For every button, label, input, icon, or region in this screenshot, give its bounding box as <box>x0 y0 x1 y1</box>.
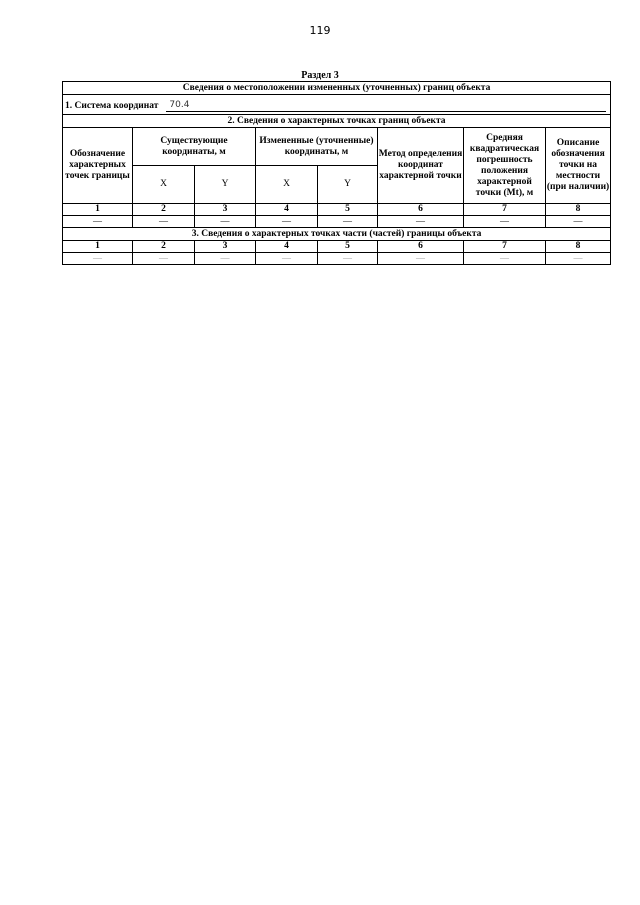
part3-column-numbers <box>63 241 611 253</box>
section-title: Раздел 3 <box>301 70 339 81</box>
header-accuracy: Средняя квадратическая погрешность положения характерной точки (Mt), м <box>464 128 546 204</box>
coord-system-label: 1. Система координат <box>65 100 159 111</box>
header-changed-x: X <box>256 166 318 204</box>
column-number: 8 <box>546 204 611 216</box>
column-number: 5 <box>318 241 378 253</box>
table-heading: Сведения о местоположении измененных (уточненных) границ объекта <box>63 82 611 95</box>
header-changed-coords: Измененные (уточненные) координаты, м <box>256 128 378 166</box>
header-designation: Обозначение характерных точек границы <box>63 128 133 204</box>
column-number: 6 <box>378 241 464 253</box>
table-cell: — <box>378 253 464 265</box>
header-description: Описание обозначения точки на местности (при наличии) <box>546 128 611 204</box>
header-existing-y: Y <box>195 166 256 204</box>
table-row <box>63 216 611 228</box>
table-cell: — <box>133 253 195 265</box>
column-number: 6 <box>378 204 464 216</box>
page-number: 119 <box>309 24 331 37</box>
part3-title: 3. Сведения о характерных точках части (частей) границы объекта <box>63 228 611 241</box>
table-cell: — <box>256 253 318 265</box>
table-cell: — <box>133 216 195 228</box>
coord-system-row <box>63 95 611 115</box>
table-cell: — <box>195 216 256 228</box>
table-cell: — <box>195 253 256 265</box>
column-number: 1 <box>63 241 133 253</box>
table-cell: — <box>256 216 318 228</box>
column-number: 8 <box>546 241 611 253</box>
part2-column-numbers <box>63 204 611 216</box>
column-number: 3 <box>195 204 256 216</box>
table-cell: — <box>63 253 133 265</box>
header-existing-x: X <box>133 166 195 204</box>
coord-system-value: 70.4 <box>166 99 606 112</box>
column-number: 1 <box>63 204 133 216</box>
table-row <box>63 253 611 265</box>
column-number: 2 <box>133 204 195 216</box>
column-number: 2 <box>133 241 195 253</box>
column-number: 5 <box>318 204 378 216</box>
column-number: 7 <box>464 204 546 216</box>
table-cell: — <box>464 216 546 228</box>
header-changed-y: Y <box>318 166 378 204</box>
table-cell: — <box>464 253 546 265</box>
boundary-points-table <box>62 81 611 265</box>
table-cell: — <box>546 253 611 265</box>
header-method: Метод определения координат характерной точки <box>378 128 464 204</box>
table-cell: — <box>318 216 378 228</box>
part2-title: 2. Сведения о характерных точках границ объекта <box>63 115 611 128</box>
table-cell: — <box>378 216 464 228</box>
header-existing-coords: Существующие координаты, м <box>133 128 256 166</box>
column-number: 4 <box>256 204 318 216</box>
table-cell: — <box>63 216 133 228</box>
column-number: 3 <box>195 241 256 253</box>
table-cell: — <box>546 216 611 228</box>
column-number: 4 <box>256 241 318 253</box>
column-number: 7 <box>464 241 546 253</box>
table-cell: — <box>318 253 378 265</box>
